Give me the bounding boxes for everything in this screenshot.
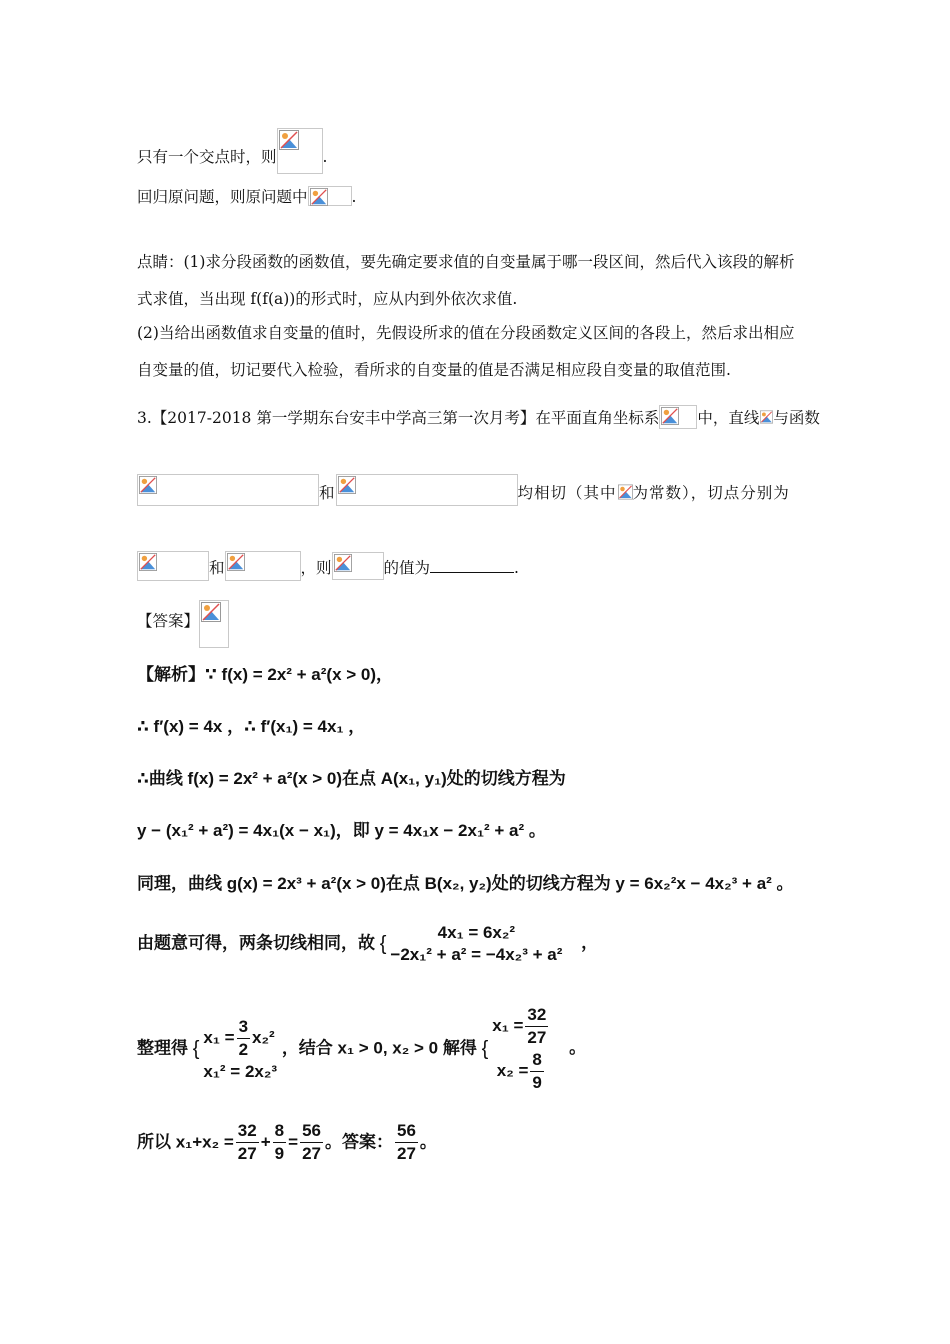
analysis-line: 同理，曲线 g(x) = 2x³ + a²(x > 0)在点 B(x₂, y₂)处的切线方程为 y = 6x₂²x − 4x₂³ + a² 。: [137, 874, 794, 893]
text: .: [351, 188, 357, 206]
math-text: ∵ f(x) = 2x² + a²(x > 0)，: [205, 665, 394, 684]
question-line: [137, 405, 820, 429]
equation-system: { x₁ = $\frac{3}{2}$ x₂² x₁² = 2x₂³: [192, 1016, 278, 1081]
math-text: ，: [581, 933, 599, 953]
text: .: [514, 559, 519, 577]
equation-system: { x₁ = $\frac{32}{27}$ x₂ = $\frac{8}{9}$: [481, 1005, 547, 1092]
paragraph-line: [137, 186, 356, 207]
analysis-line: [137, 922, 598, 966]
text: ，则: [300, 559, 332, 577]
text: 的值为: [383, 559, 431, 577]
fraction: $\frac{32}{27}$: [527, 1005, 547, 1047]
question-line: [137, 551, 519, 581]
fraction: $\frac{8}{9}$: [532, 1050, 542, 1092]
answer-blank: [430, 558, 514, 573]
tip-line: (2)当给出函数值求自变量的值时，先假设所求的值在分段函数定义区间的各段上，然后求出相应: [137, 324, 795, 342]
broken-image-icon: [336, 474, 518, 506]
math-text: x₂²: [252, 1027, 275, 1047]
analysis-line: ∴曲线 f(x) = 2x² + a²(x > 0)在点 A(x₁, y₁)处的切线方程为: [137, 769, 566, 788]
math-text: ，结合 x₁ > 0, x₂ > 0 解得: [281, 1038, 477, 1058]
broken-image-icon: [332, 552, 384, 580]
fraction: $\frac{8}{9}$: [274, 1121, 285, 1163]
fraction: $\frac{56}{27}$: [302, 1121, 321, 1163]
answer-line: [137, 600, 229, 648]
text: 3.【2017-2018 第一学期东台安丰中学高三第一次月考】在平面直角坐标系: [137, 409, 660, 427]
text: 中，直线: [697, 409, 760, 427]
fraction: $\frac{56}{27}$: [396, 1121, 416, 1163]
math-text: 由题意可得，两条切线相同，故: [137, 933, 375, 953]
text: .: [322, 148, 328, 166]
tip-line: 点睛：(1)求分段函数的函数值，要先确定要求值的自变量属于哪一段区间，然后代入该段的解析: [137, 253, 795, 271]
math-text: x₁ =: [492, 1015, 524, 1035]
equation: −2x₁² + a² = −4x₂³ + a²: [390, 945, 563, 964]
fraction: $\frac{32}{27}$: [237, 1121, 257, 1163]
equation: 4x₁ = 6x₂²: [437, 923, 516, 942]
text: 和: [209, 559, 225, 577]
tip-line: 式求值，当出现 f(f(a))的形式时，应从内到外依次求值.: [137, 290, 518, 308]
paragraph-line: [137, 128, 327, 174]
equation: x₁² = 2x₂³: [203, 1061, 278, 1081]
broken-image-icon: [308, 186, 352, 206]
text: 与函数: [773, 409, 820, 427]
fraction: $\frac{3}{2}$: [238, 1016, 249, 1059]
broken-image-icon: [137, 474, 319, 506]
text: 回归原问题，则原问题中: [137, 188, 308, 206]
analysis-line: ∴ f′(x) = 4x ，∴ f′(x₁) = 4x₁ ，: [137, 717, 366, 736]
broken-image-icon: [617, 483, 633, 501]
math-text: x₁ =: [203, 1027, 235, 1047]
broken-image-icon: [137, 551, 209, 581]
math-text: 。: [569, 1038, 587, 1058]
analysis-line: [137, 1004, 586, 1094]
question-line: [137, 474, 790, 506]
equation-system: { 4x₁ = 6x₂² −2x₁² + a² = −4x₂³ + a²: [379, 923, 563, 964]
broken-image-icon: [225, 551, 301, 581]
text: 只有一个交点时，则: [137, 148, 277, 166]
text: 为常数），切点分别为: [632, 484, 790, 502]
answer-label: 【答案】: [137, 612, 200, 630]
analysis-label: 【解析】: [137, 665, 205, 684]
broken-image-icon: [759, 408, 773, 426]
math-text: 所以 x₁+x₂ =: [137, 1132, 234, 1152]
math-text: =: [288, 1132, 299, 1152]
broken-image-icon: [277, 128, 323, 174]
broken-image-icon: [659, 405, 697, 429]
tip-line: 自变量的值，切记要代入检验，看所求的自变量的值是否满足相应段自变量的取值范围.: [137, 361, 731, 379]
analysis-line: [137, 664, 393, 686]
math-text: 。答案：: [324, 1132, 393, 1152]
text: 和: [319, 484, 336, 502]
text: 均相切（其中: [517, 484, 617, 502]
analysis-line: [137, 1120, 437, 1165]
math-text: x₂ =: [496, 1060, 529, 1080]
math-text: 整理得: [137, 1038, 188, 1058]
math-text: 。: [419, 1132, 437, 1152]
broken-image-icon: [199, 600, 229, 648]
analysis-line: y − (x₁² + a²) = 4x₁(x − x₁)，即 y = 4x₁x − 2x₁² + a² 。: [137, 821, 546, 840]
math-text: +: [260, 1132, 271, 1152]
